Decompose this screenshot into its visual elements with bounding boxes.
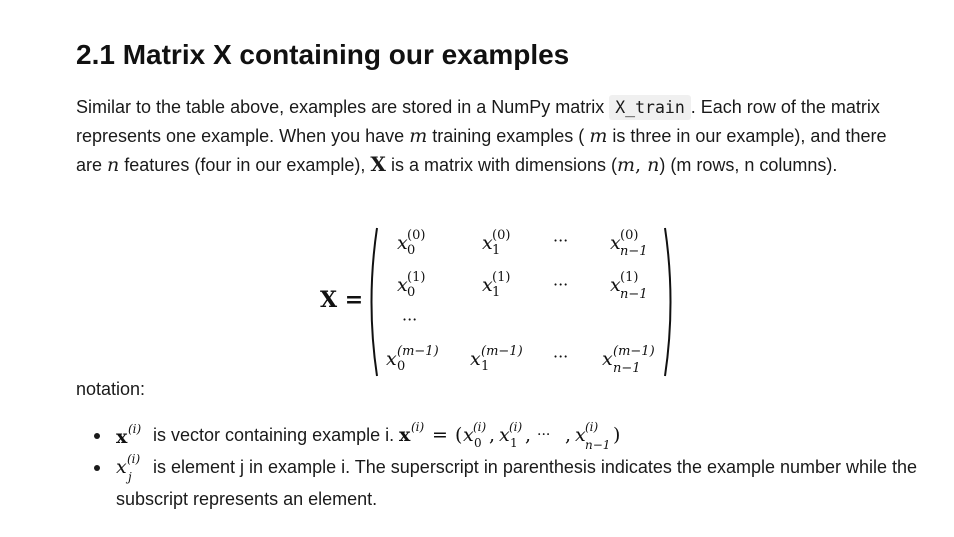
svg-text:1: 1: [492, 285, 501, 300]
matrix-entry: [470, 344, 523, 374]
matrix-hdots: ···: [553, 275, 569, 294]
svg-text:,: ,: [565, 424, 572, 447]
list-item: [76, 420, 936, 452]
svg-text:n−1: n−1: [620, 244, 648, 259]
math-m: m: [589, 125, 608, 147]
svg-text:(i): (i): [509, 420, 523, 435]
para-text-2: . Each row of the matrix represents one example. When you have: [76, 97, 880, 146]
svg-text:x: x: [610, 274, 621, 296]
math-comma: ,: [635, 154, 648, 176]
svg-text:,: ,: [489, 424, 496, 447]
section-heading: 2.1 Matrix X containing our examples: [76, 39, 570, 70]
svg-text:=: =: [432, 424, 449, 447]
formula-x-j-i: [116, 454, 148, 484]
svg-text:(1): (1): [407, 270, 426, 285]
matrix-row-dots: ···: [402, 310, 418, 329]
svg-text:0: 0: [397, 359, 406, 374]
svg-text:): ): [613, 424, 621, 447]
svg-text:1: 1: [492, 243, 501, 258]
para-text-1: Similar to the table above, examples are stored in a NumPy matrix: [76, 97, 610, 117]
matrix-row-last: [386, 344, 655, 376]
svg-text:x: x: [397, 274, 408, 296]
matrix-hdots: ···: [553, 231, 569, 250]
svg-text:x: x: [575, 424, 586, 447]
svg-text:x: x: [602, 348, 613, 370]
svg-text:n−1: n−1: [620, 287, 648, 302]
svg-text:1: 1: [510, 436, 518, 451]
svg-text:0: 0: [407, 285, 416, 300]
svg-text:x: x: [116, 455, 127, 478]
svg-text:(m−1): (m−1): [481, 344, 523, 359]
bullet-dot: [94, 465, 100, 471]
code-x-train: X_train: [609, 95, 691, 120]
svg-text:(0): (0): [492, 228, 511, 243]
matrix-lhs: X =: [320, 287, 364, 313]
math-bold-x: X: [370, 152, 386, 176]
para-text-7: ) (m rows, n columns).: [659, 155, 838, 175]
list-item: [76, 452, 936, 514]
svg-text:(: (: [455, 424, 463, 447]
svg-text:x: x: [482, 232, 493, 254]
math-dim-n: n: [647, 154, 660, 176]
svg-text:(1): (1): [620, 270, 639, 285]
svg-text:0: 0: [474, 436, 482, 451]
math-dim-m: m: [617, 154, 636, 176]
svg-text:(m−1): (m−1): [397, 344, 439, 359]
svg-text:(i): (i): [127, 453, 141, 466]
svg-text:j: j: [128, 469, 132, 484]
matrix-entry: [397, 228, 425, 258]
svg-text:x: x: [116, 426, 128, 449]
svg-text:n−1: n−1: [585, 438, 611, 453]
svg-text:,: ,: [525, 424, 532, 447]
bullet-text: is vector containing example i.: [148, 425, 400, 445]
bullet-text: is element j in example i. The superscript in parenthesis indicates the example number while the subscript represents an element.: [116, 457, 918, 509]
svg-text:x: x: [470, 348, 481, 370]
svg-text:(0): (0): [407, 228, 426, 243]
matrix-entry: [610, 270, 648, 302]
svg-text:x: x: [386, 348, 397, 370]
description-paragraph: [76, 93, 916, 179]
svg-text:x: x: [463, 424, 474, 447]
matrix-entry: [397, 270, 425, 300]
svg-text:1: 1: [481, 359, 490, 374]
svg-text:(m−1): (m−1): [613, 344, 655, 359]
math-n: n: [107, 154, 120, 176]
svg-text:···: ···: [537, 427, 551, 444]
matrix-entry: [482, 228, 510, 258]
svg-text:(i): (i): [473, 420, 487, 435]
svg-text:(i): (i): [128, 423, 142, 437]
formula-x-i: [116, 423, 148, 449]
svg-text:x: x: [399, 424, 411, 447]
matrix-entry: [602, 344, 655, 376]
para-text-3: training examples (: [427, 126, 590, 146]
svg-text:0: 0: [407, 243, 416, 258]
svg-text:x: x: [482, 274, 493, 296]
notation-list: [76, 420, 936, 515]
notation-label: notation:: [76, 379, 146, 399]
svg-text:(0): (0): [620, 228, 639, 243]
matrix-row-1: [397, 270, 648, 302]
bullet-dot: [94, 433, 100, 439]
svg-text:n−1: n−1: [613, 361, 641, 376]
svg-text:x: x: [397, 232, 408, 254]
svg-text:(i): (i): [585, 420, 599, 435]
formula-x-i-definition: [399, 420, 639, 452]
matrix-hdots: ···: [553, 347, 569, 366]
matrix-entry: [482, 270, 510, 300]
para-text-4: is three in our example), and there are: [76, 126, 887, 175]
svg-text:x: x: [499, 424, 510, 447]
matrix-entry: [610, 228, 648, 259]
matrix-x-equation: [300, 222, 690, 382]
matrix-row-0: [397, 228, 648, 259]
para-text-5: features (four in our example),: [119, 155, 371, 175]
matrix-entry: [386, 344, 439, 374]
svg-text:(1): (1): [492, 270, 511, 285]
svg-text:x: x: [610, 232, 621, 254]
math-m: m: [409, 125, 428, 147]
svg-text:(i): (i): [411, 420, 425, 435]
para-text-6: is a matrix with dimensions (: [385, 155, 618, 175]
right-paren: [665, 228, 671, 376]
left-paren: [372, 228, 378, 376]
